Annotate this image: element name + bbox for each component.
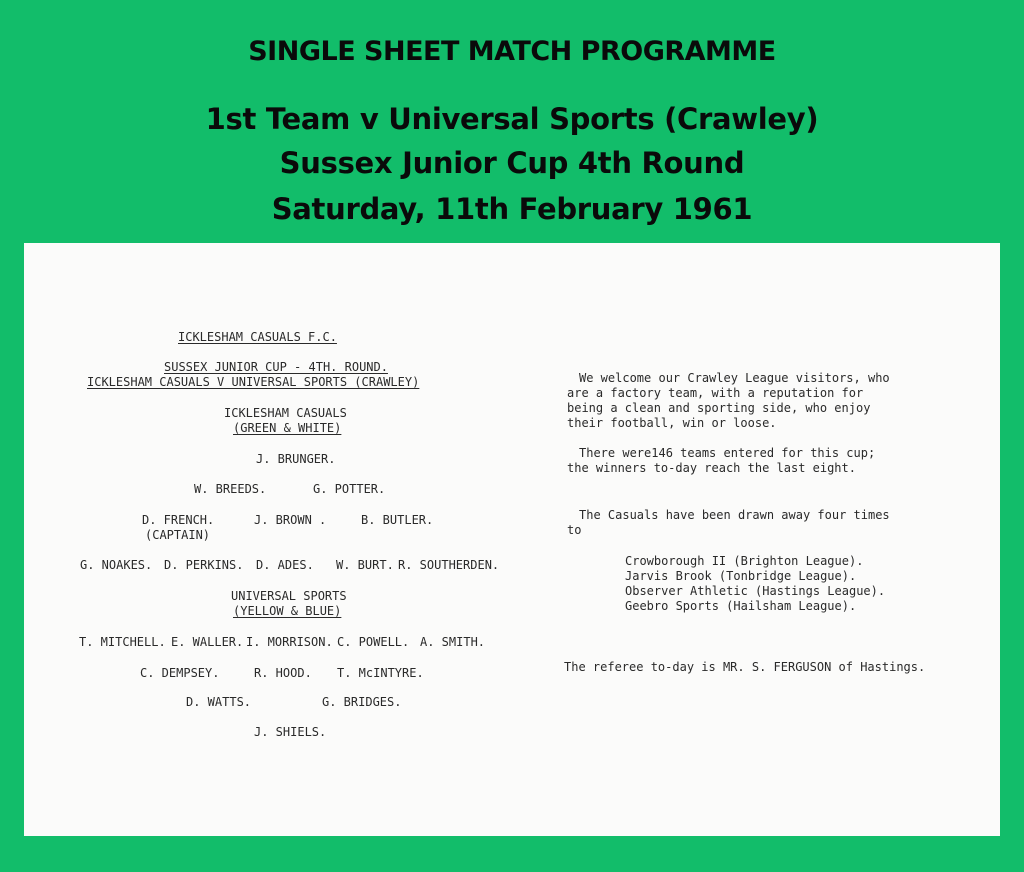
away-team-name: UNIVERSAL SPORTS xyxy=(231,589,347,603)
away-half: T. McINTYRE. xyxy=(337,666,424,680)
welcome-line: their football, win or loose. xyxy=(567,416,777,430)
match-title: 1st Team v Universal Sports (Crawley) xyxy=(205,102,819,136)
entries-line: There were146 teams entered for this cup; xyxy=(579,446,876,460)
home-forward: W. BURT. xyxy=(336,558,394,572)
away-forward: T. MITCHELL. xyxy=(79,635,166,649)
welcome-line: are a factory team, with a reputation for xyxy=(567,386,864,400)
away-forward: I. MORRISON. xyxy=(246,635,333,649)
home-forward: D. ADES. xyxy=(256,558,314,572)
referee-line: The referee to-day is MR. S. FERGUSON of Hastings. xyxy=(564,660,926,674)
home-half: B. BUTLER. xyxy=(361,513,434,527)
entries-line: the winners to-day reach the last eight. xyxy=(567,461,856,475)
away-draw-item: Geebro Sports (Hailsham League). xyxy=(625,599,857,613)
fixture-line: ICKLESHAM CASUALS V UNIVERSAL SPORTS (CRAWLEY) xyxy=(87,375,420,389)
club-name: ICKLESHAM CASUALS F.C. xyxy=(178,330,337,344)
programme-sheet xyxy=(24,243,1000,836)
home-forward: G. NOAKES. xyxy=(80,558,153,572)
home-team-colours: (GREEN & WHITE) xyxy=(233,421,342,435)
home-team-name: ICKLESHAM CASUALS xyxy=(224,406,347,420)
away-half: R. HOOD. xyxy=(254,666,312,680)
home-back: G. POTTER. xyxy=(313,482,386,496)
captain-note: (CAPTAIN) xyxy=(145,528,211,542)
home-back: W. BREEDS. xyxy=(194,482,267,496)
welcome-line: being a clean and sporting side, who enjoy xyxy=(567,401,871,415)
programme-title: SINGLE SHEET MATCH PROGRAMME xyxy=(248,36,776,67)
home-forward: R. SOUTHERDEN. xyxy=(398,558,500,572)
away-forward: C. POWELL. xyxy=(337,635,410,649)
away-draw-item: Jarvis Brook (Tonbridge League). xyxy=(625,569,857,583)
away-draw-item: Observer Athletic (Hastings League). xyxy=(625,584,886,598)
away-back: D. WATTS. xyxy=(186,695,252,709)
home-goalkeeper: J. BRUNGER. xyxy=(256,452,336,466)
away-back: G. BRIDGES. xyxy=(322,695,402,709)
away-half: C. DEMPSEY. xyxy=(140,666,220,680)
away-draw-item: Crowborough II (Brighton League). xyxy=(625,554,864,568)
away-goalkeeper: J. SHIELS. xyxy=(254,725,327,739)
match-date: Saturday, 11th February 1961 xyxy=(271,192,753,226)
drawn-away-line: The Casuals have been drawn away four times xyxy=(579,508,890,522)
home-half: D. FRENCH. xyxy=(142,513,215,527)
home-half: J. BROWN . xyxy=(254,513,327,527)
cup-round: SUSSEX JUNIOR CUP - 4TH. ROUND. xyxy=(164,360,388,374)
away-team-colours: (YELLOW & BLUE) xyxy=(233,604,342,618)
competition-title: Sussex Junior Cup 4th Round xyxy=(279,146,745,180)
home-forward: D. PERKINS. xyxy=(164,558,244,572)
away-forward: E. WALLER. xyxy=(171,635,244,649)
welcome-line: We welcome our Crawley League visitors, who xyxy=(579,371,890,385)
away-forward: A. SMITH. xyxy=(420,635,486,649)
drawn-away-line: to xyxy=(567,523,582,537)
